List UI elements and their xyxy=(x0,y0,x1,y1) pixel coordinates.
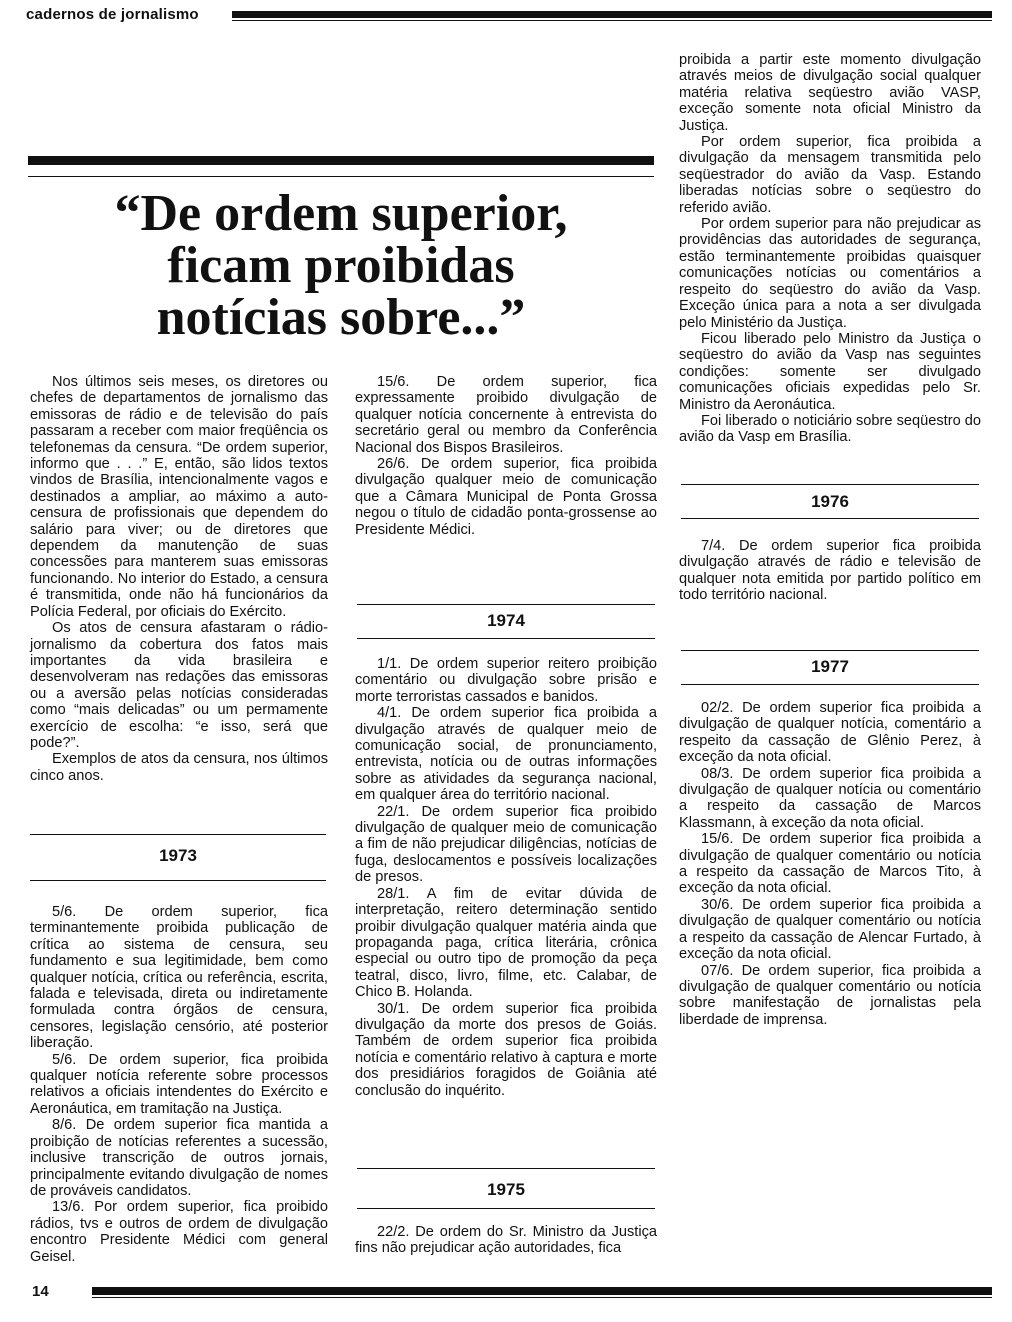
intro-paragraph: Nos últimos seis meses, os diretores ou chefes de departamentos de jornalismo das emissoras de rádio e de televisão do país passaram a receber com maior freqüência os telefonemas da censura. “De ordem superior, informo que . . .” E, então, são lidos textos vindos de Brasília, intencionalmente vagos e destinados a ampliar, ao máximo a auto-censura de profissionais que dependem do salário para viver; ou de diretores que dependem da manutenção de suas concessões para manterem suas emissoras funcionando. No interior do Estado, a censura é transmitida, onde não há funcionários da Polícia Federal, por oficiais do Exército. xyxy=(30,374,328,620)
intro-text xyxy=(30,374,328,784)
censorship-entry: proibida a partir este momento divulgação através meios de divulgação social qualquer matéria relativa seqüestro avião VASP, exceção somente nota oficial Ministro da Justiça. xyxy=(679,52,981,134)
year-rule xyxy=(357,604,655,605)
headline-rule xyxy=(28,176,654,177)
publication-title: cadernos de jornalismo xyxy=(26,6,199,23)
year-heading-1973: 1973 xyxy=(159,846,197,865)
censorship-entry: 30/6. De ordem superior fica proibida a divulgação de qualquer comentário ou notícia a respeito da cassação de Alencar Furtado, à exceção da nota oficial. xyxy=(679,896,981,963)
censorship-entry: 7/4. De ordem superior fica proibida divulgação através de rádio e televisão de qualquer nota emitida por partido político em todo território nacional. xyxy=(679,538,981,604)
intro-paragraph: Exemplos de atos da censura, nos últimos cinco anos. xyxy=(30,751,328,784)
censorship-entry: 13/6. Por ordem superior, fica proibido rádios, tvs e outros de ordem de divulgação encontro Presidente Médici com general Geisel. xyxy=(30,1199,328,1265)
entries-1973 xyxy=(30,904,328,1265)
censorship-entry: 07/6. De ordem superior, fica proibida a divulgação de qualquer comentário ou notícia sobre manifestação de jornalistas pela liberdade de imprensa. xyxy=(679,962,981,1028)
censorship-entry: 15/6. De ordem superior fica proibida a divulgação de qualquer comentário ou notícia a respeito da cassação de Marcos Tito, à exceção da nota oficial. xyxy=(679,831,981,897)
header-thin-rule xyxy=(232,20,992,21)
footer-rule xyxy=(92,1287,992,1295)
censorship-entry: Por ordem superior, fica proibida a divulgação da mensagem transmitida pelo seqüestrador do avião da Vasp. Estando liberadas notícias sobre o seqüestro do referido avião. xyxy=(679,134,981,216)
censorship-entry: 5/6. De ordem superior, fica terminantemente proibida publicação de crítica ao sistema de censura, seu fundamento e sua legitimidade, bem como qualquer notícia, crítica ou referência, escrita, falada e televisada, direta ou indiretamente formulada contra órgãos de censura, censores, legislação censório, até posterior liberação. xyxy=(30,904,328,1052)
censorship-entry: 26/6. De ordem superior, fica proibida divulgação qualquer meio de comunicação que a Câmara Municipal de Ponta Grossa negou o título de cidadão ponta-grossense ao Presidente Médici. xyxy=(355,456,657,538)
headline xyxy=(28,185,654,346)
censorship-entry: 28/1. A fim de evitar dúvida de interpretação, reitero determinação sentido proibir divulgação qualquer matéria ainda que propaganda paga, crítica literária, crônica especial ou outro tipo de promoção da peça teatral, disco, livro, filme, etc. Calabar, de Chico B. Holanda. xyxy=(355,885,657,1001)
censorship-entry: 15/6. De ordem superior, fica expressamente proibido divulgação de qualquer notícia concernente à entrevista do secretário geral ou membro da Conferência Nacional dos Bispos Brasileiros. xyxy=(355,374,657,456)
censorship-entry: 08/3. De ordem superior fica proibida a divulgação de qualquer notícia ou comentário a respeito da cassação de Marcos Klassmann, à exceção da nota oficial. xyxy=(679,765,981,831)
year-rule xyxy=(30,880,326,881)
year-heading-1977: 1977 xyxy=(811,657,849,676)
year-heading-1975: 1975 xyxy=(487,1180,525,1199)
censorship-entry: Por ordem superior para não prejudicar as providências das autoridades de segurança, estão terminantemente proibidas quaisquer comunicações notícias ou comentários a respeito do seqüestro do avião da Vasp. Exceção única para a nota a ser divulgada pelo Ministério da Justiça. xyxy=(679,216,981,331)
entries-1976 xyxy=(679,538,981,604)
headline-line: “De ordem superior, xyxy=(114,185,568,242)
year-rule xyxy=(357,638,655,639)
censorship-entry: 1/1. De ordem superior reitero proibição comentário ou divulgação sobre prisão e morte terroristas cassados e banidos. xyxy=(355,656,657,705)
headline-line: notícias sobre...” xyxy=(156,289,526,346)
entries-1974 xyxy=(355,656,657,1099)
censorship-entry: 02/2. De ordem superior fica proibida a divulgação de qualquer notícia, comentário a respeito da cassação de Glênio Perez, à exceção da nota oficial. xyxy=(679,700,981,766)
entries-1973-continued xyxy=(355,374,657,538)
year-rule xyxy=(357,1208,655,1209)
censorship-entry: Ficou liberado pelo Ministro da Justiça o seqüestro do avião da Vasp nas seguintes condições: somente ser divulgado comunicações oficiais expedidas pelo Sr. Ministro da Aeronáutica. xyxy=(679,330,981,413)
year-heading-1974: 1974 xyxy=(487,611,525,630)
year-rule xyxy=(30,834,326,835)
censorship-entry: 22/1. De ordem superior fica proibido divulgação de qualquer meio de comunicação a fim de não prejudicar diligências, notícias de fuga, deslocamentos e possíveis localizações de presos. xyxy=(355,803,657,886)
censorship-entry: 8/6. De ordem superior fica mantida a proibição de notícias referentes a sucessão, inclusive transcrição de outros jornais, principalmente evitando divulgação de nomes de prováveis candidatos. xyxy=(30,1117,328,1199)
headline-line: ficam proibidas xyxy=(167,237,515,294)
headline-top-bar xyxy=(28,156,654,165)
censorship-entry: 5/6. De ordem superior, fica proibida qualquer notícia referente sobre processos relativos a oficiais intendentes do Exército e Aeronáutica, em tramitação na Justiça. xyxy=(30,1051,328,1117)
intro-paragraph: Os atos de censura afastaram o rádio-jornalismo da cobertura dos fatos mais importantes da vida brasileira e desenvolveram nas redações das emissoras ou a aversão pelas notícias consideradas como “mais delicadas” ou um permamente exercício de escolha: “e isso, será que pode?”. xyxy=(30,620,328,751)
footer-thin-rule xyxy=(92,1297,992,1298)
censorship-entry: 22/2. De ordem do Sr. Ministro da Justiça fins não prejudicar ação autoridades, fica xyxy=(355,1224,657,1257)
year-rule xyxy=(681,484,979,485)
year-heading-1976: 1976 xyxy=(811,492,849,511)
year-rule xyxy=(681,518,979,519)
year-rule xyxy=(681,684,979,685)
page-number: 14 xyxy=(32,1283,49,1300)
censorship-entry: 4/1. De ordem superior fica proibida a divulgação através de qualquer meio de comunicação social, de pronunciamento, entrevista, notícia ou de outras informações sobre as atividades da segurança nacional, em qualquer área do território nacional. xyxy=(355,705,657,804)
censorship-entry: Foi liberado o noticiário sobre seqüestro do avião da Vasp em Brasília. xyxy=(679,412,981,446)
entries-1977 xyxy=(679,700,981,1028)
entries-1975-continued xyxy=(679,52,981,446)
header-rule xyxy=(232,11,992,18)
year-rule xyxy=(357,1168,655,1169)
entries-1975 xyxy=(355,1224,657,1257)
year-rule xyxy=(681,650,979,651)
censorship-entry: 30/1. De ordem superior fica proibida divulgação da morte dos presos de Goiás. Também de ordem superior fica proibida notícia e comentário relativo à captura e morte dos presidiários foragidos de Goiânia até conclusão do inquérito. xyxy=(355,1000,657,1099)
